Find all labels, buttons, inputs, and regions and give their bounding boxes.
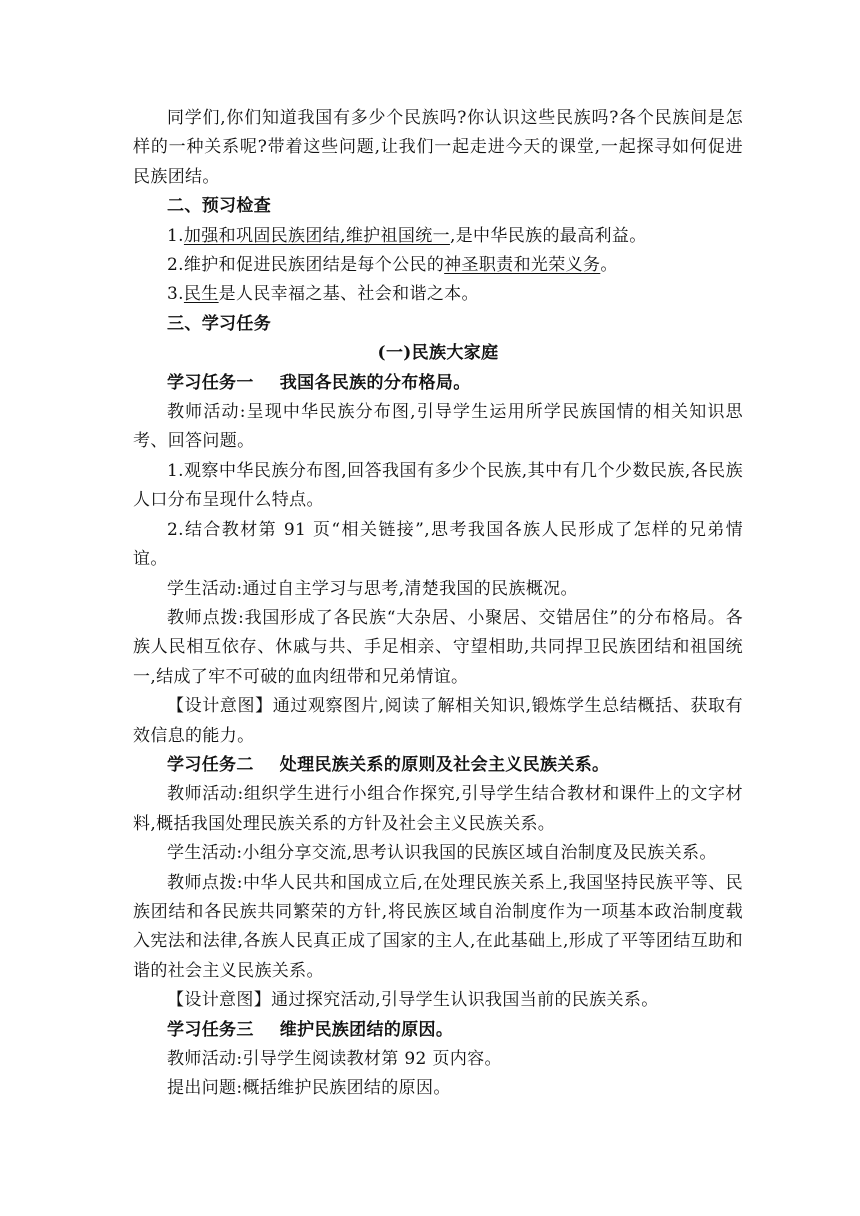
task-1-title: 我国各民族的分布格局。	[279, 372, 471, 393]
preview-item-3	[133, 280, 743, 309]
preview-item-3-answer: 民生	[183, 284, 219, 305]
task-1-teacher-guidance: 教师点拨:我国形成了各民族“大杂居、小聚居、交错居住”的分布格局。各族人民相互依存、休戚与共、手足相亲、守望相助,共同捍卫民族团结和祖国统一,结成了牢不可破的血肉纽带和兄弟情谊。	[133, 607, 743, 687]
section-heading-preview-check: 二、预习检查	[167, 196, 272, 217]
task-1-heading	[133, 369, 743, 398]
preview-item-1-answer: 加强和巩固民族团结,维护祖国统一	[183, 225, 450, 246]
preview-item-1-suffix: ,是中华民族的最高利益。	[449, 225, 647, 246]
task-1-design-intent: 【设计意图】通过观察图片,阅读了解相关知识,锻炼学生总结概括、获取有效信息的能力。	[133, 696, 743, 746]
preview-item-3-prefix: 3.	[167, 284, 184, 305]
preview-item-2-suffix: 。	[600, 255, 618, 276]
preview-item-2-prefix: 2.维护和促进民族团结是每个公民的	[167, 255, 445, 276]
preview-item-3-suffix: 是人民幸福之基、社会和谐之本。	[218, 284, 479, 305]
document-body	[133, 104, 743, 1104]
preview-item-1	[133, 222, 743, 251]
task-3-question: 提出问题:概括维护民族团结的原因。	[167, 1078, 451, 1099]
task-3-heading	[133, 1016, 743, 1045]
subheading-ethnic-family: (一)民族大家庭	[377, 343, 499, 364]
task-1-student-activity: 学生活动:通过自主学习与思考,清楚我国的民族概况。	[167, 578, 578, 599]
task-2-teacher-guidance: 教师点拨:中华人民共和国成立后,在处理民族关系上,我国坚持民族平等、民族团结和各民族共同繁荣的方针,将民族区域自治制度作为一项基本政治制度载入宪法和法律,各族人民真正成了国家的主人,在此基础上,形成了平等团结互助和谐的社会主义民族关系。	[133, 872, 743, 981]
preview-item-2-answer: 神圣职责和光荣义务	[444, 255, 601, 276]
task-3-teacher-activity: 教师活动:引导学生阅读教材第 92 页内容。	[167, 1049, 502, 1069]
task-2-design-intent: 【设计意图】通过探究活动,引导学生认识我国当前的民族关系。	[167, 990, 659, 1011]
preview-item-2	[133, 251, 743, 280]
task-2-label: 学习任务二	[167, 754, 254, 775]
task-1-label: 学习任务一	[167, 372, 254, 393]
task-3-label: 学习任务三	[167, 1019, 254, 1040]
task-2-student-activity: 学生活动:小组分享交流,思考认识我国的民族区域自治制度及民族关系。	[167, 843, 717, 864]
task-2-heading	[133, 751, 743, 780]
task-1-teacher-activity: 教师活动:呈现中华民族分布图,引导学生运用所学民族国情的相关知识思考、回答问题。	[133, 402, 743, 452]
task-1-question-2: 2.结合教材第 91 页“相关链接”,思考我国各族人民形成了怎样的兄弟情谊。	[133, 519, 743, 570]
preview-item-1-prefix: 1.	[167, 225, 184, 246]
intro-paragraph: 同学们,你们知道我国有多少个民族吗?你认识这些民族吗?各个民族间是怎样的一种关系呢?带着这些问题,让我们一起走进今天的课堂,一起探寻如何促进民族团结。	[133, 108, 743, 187]
task-2-title: 处理民族关系的原则及社会主义民族关系。	[279, 754, 610, 775]
task-2-teacher-activity: 教师活动:组织学生进行小组合作探究,引导学生结合教材和课件上的文字材料,概括我国处理民族关系的方针及社会主义民族关系。	[133, 784, 743, 834]
task-3-title: 维护民族团结的原因。	[279, 1019, 454, 1040]
task-1-question-1: 1.观察中华民族分布图,回答我国有多少个民族,其中有几个少数民族,各民族人口分布呈现什么特点。	[133, 460, 743, 511]
section-heading-learning-tasks: 三、学习任务	[167, 313, 272, 334]
